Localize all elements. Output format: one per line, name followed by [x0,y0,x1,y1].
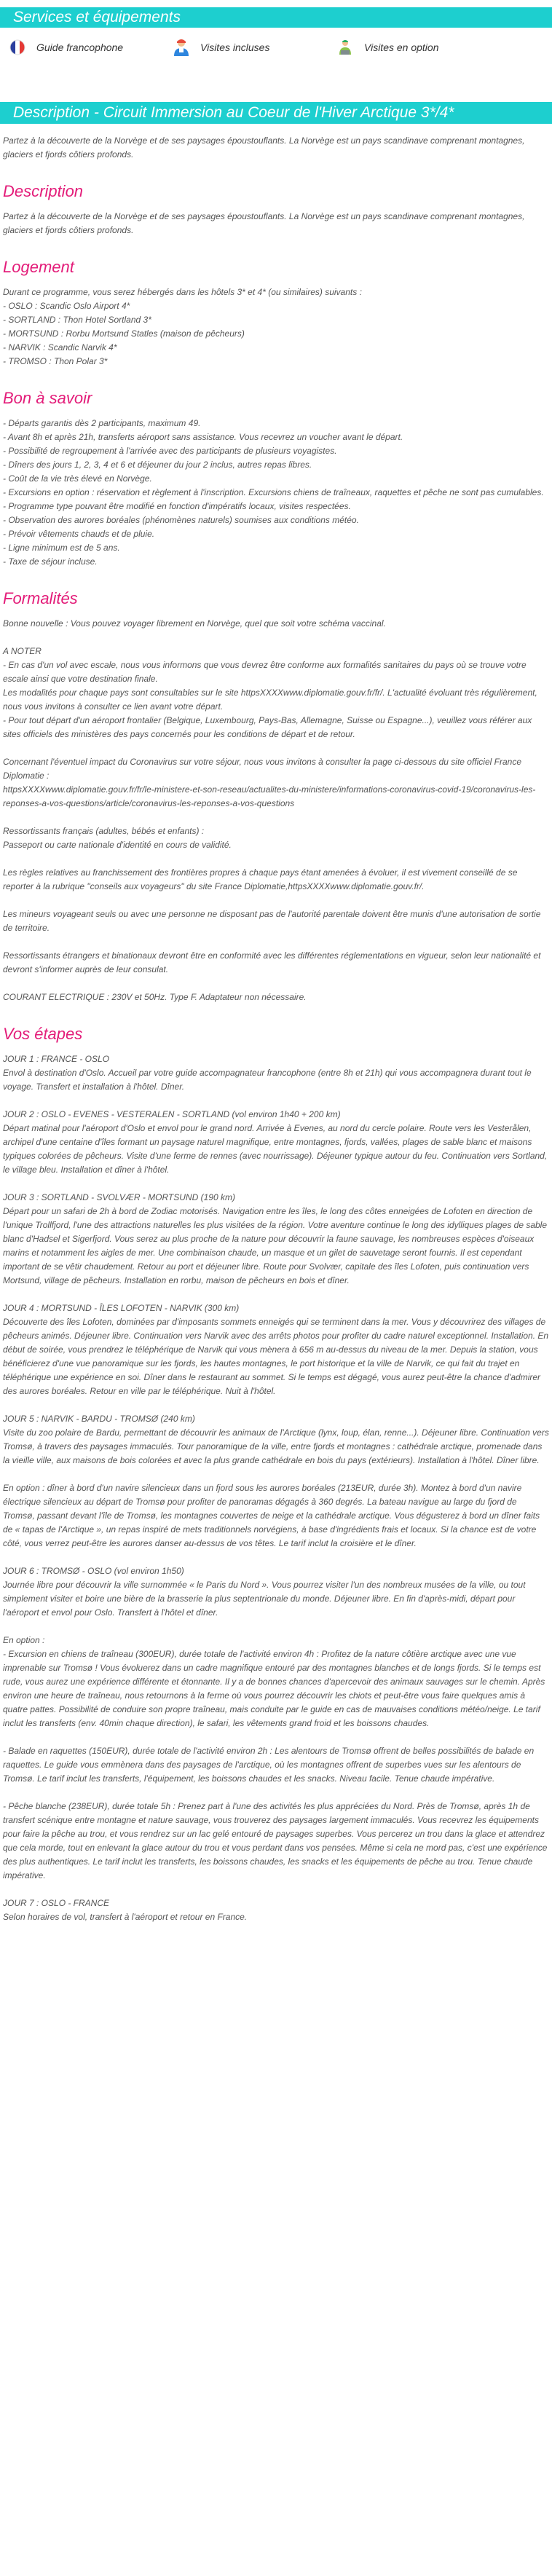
paragraph-gap [3,1551,549,1564]
section-paragraph: httpsXXXXwww.diplomatie.gouv.fr/fr/le-ministere-et-son-reseau/actualites-du-ministere/informations-coronavirus-covid-19/coronavirus-les-reponses-a-vos-questions/article/coronavirus-les-reponses-a-vos-questions [3,784,536,808]
section-paragraph: - OSLO : Scandic Oslo Airport 4* [3,301,130,311]
section-paragraph: - Balade en raquettes (150EUR), durée totale de l'activité environ 2h : Les alentours de Tromsø offrent de belles possibilités de balade en raquettes. Le guide vous emmènera dans des paysages de l'arctique, où les montagnes offrent de superbes vues sur les alentours de Tromsø. Le tarif inclut les transferts, l'équipement, les boissons chaudes et les snacks. Niveau facile. Tenue chaude impérative. [3,1746,535,1784]
section-paragraph: - Pêche blanche (238EUR), durée totale 5h : Prenez part à l'une des activités les plus appréciées du Nord. Près de Tromsø, après 1h de transfert scénique entre montagne et nature sauvage, vous trouverez des paysages largement immaculés. Vous recevrez les équipements pour faire la pêche au trou, et vous rendrez sur un lac gelé entouré de paysages superbes. Vous percerez un trou dans la glace et attendrez que cela morde, tout en enlevant la glace autour du trou et vous perdant dans vos pensées. Même si cela ne mord pas, c'est une expérience des plus authentiques. Le tarif inclut les transferts, les boissons chaudes, les snacks et les équipements de pêche au trou. Tenue chaude impérative. [3,1801,548,1880]
service-label: Guide francophone [36,42,124,53]
section-paragraph: Les mineurs voyageant seuls ou avec une personne ne disposant pas de l'autorité parentale doivent être munis d'une autorisation de sortie de territoire. [3,909,541,933]
section-paragraph: Ressortissants français (adultes, bébés et enfants) : [3,826,205,836]
paragraph-gap [3,1177,549,1191]
section-paragraph: Partez à la découverte de la Norvège et de ses paysages époustouflants. La Norvège est un pays scandinave comprenant montagnes, glaciers et fjords côtiers profonds. [3,211,525,235]
section-paragraph: - MORTSUND : Rorbu Mortsund Statles (maison de pêcheurs) [3,328,245,339]
paragraph-gap [3,1094,549,1108]
section-paragraph: - Pour tout départ d'un aéroport frontalier (Belgique, Luxembourg, Pays-Bas, Allemagne, Suisse ou Espagne...), veuillez vous référer aux sites officiels des ministères des pays concernés pour les conditions de départ et de retour. [3,715,532,739]
intro-text: Partez à la découverte de la Norvège et de ses paysages époustouflants. La Norvège est un pays scandinave comprenant montagnes, glaciers et fjords côtiers profonds. [3,135,525,159]
services-list [0,32,552,63]
services-title-banner: Services et équipements [0,7,552,28]
paragraph-gap [3,977,549,990]
service-item-visits-included [171,37,335,58]
section-paragraph: JOUR 3 : SORTLAND - SVOLVÆR - MORTSUND (190 km) [3,1192,235,1202]
section-paragraph: Journée libre pour découvrir la ville surnommée « le Paris du Nord ». Vous pourrez visiter l'un des nombreux musées de la ville, ou tout simplement visiter et boire une bière de la brasserie la plus septentrionale du monde. Déjeuner libre. En fin d'après-midi, départ pour l'aéroport et envol pour Oslo. Transfert à l'hôtel et dîner. [3,1580,526,1618]
service-item-visits-option [335,37,499,58]
section-paragraph: JOUR 4 : MORTSUND - ÎLES LOFOTEN - NARVIK (300 km) [3,1303,240,1313]
section-title-formalites: Formalités [3,589,78,607]
service-label: Visites incluses [200,42,270,53]
paragraph-gap [3,1468,549,1481]
section-paragraph: - SORTLAND : Thon Hotel Sortland 3* [3,315,151,325]
section-paragraph: - Coût de la vie très élevé en Norvège. [3,473,152,484]
paragraph-gap [3,811,549,824]
french-flag-icon [7,37,28,58]
section-paragraph: JOUR 2 : OSLO - EVENES - VESTERALEN - SORTLAND (vol environ 1h40 + 200 km) [3,1109,341,1119]
section-paragraph: - NARVIK : Scandic Narvik 4* [3,342,117,352]
paragraph-gap [3,894,549,907]
page [0,7,552,1924]
section-paragraph: Durant ce programme, vous serez hébergés dans les hôtels 3* et 4* (ou similaires) suivants : [3,287,362,297]
section-paragraph: Envol à destination d'Oslo. Accueil par votre guide accompagnateur francophone (entre 8h et 21h) qui vous accompagnera durant tout le voyage. Transfert et installation à l'hôtel. Dîner. [3,1068,532,1092]
paragraph-gap [3,1730,549,1744]
section-paragraph: JOUR 5 : NARVIK - BARDU - TROMSØ (240 km) [3,1414,195,1424]
section-paragraph: Passeport ou carte nationale d'identité en cours de validité. [3,840,232,850]
section-paragraph: Bonne nouvelle : Vous pouvez voyager librement en Norvège, quel que soit votre schéma vaccinal. [3,618,386,629]
section-paragraph: JOUR 1 : FRANCE - OSLO [3,1054,110,1064]
section-paragraph: - Observation des aurores boréales (phénomènes naturels) soumises aux conditions météo. [3,515,359,525]
paragraph-gap [3,1398,549,1412]
section-paragraph: - Excursion en chiens de traîneau (300EUR), durée totale de l'activité environ 4h : Profitez de la nature côtière arctique avec une vue imprenable sur Tromsø ! Vous évoluerez dans un cadre magnifique entouré par des montagnes blanches et de longs fjords. Si le temps est rude, vous aurez une expérience différente et étonnante. Il y a de bonnes chances d'apercevoir des animaux sauvages sur le chemin. Après environ une heure de traîneau, nous retournons à la ferme où vous pourrez découvrir les chiots et peut-être vous faire quelques amis à quatre pattes. Possibilité de conduire son propre traîneau, mais conduite par le guide en cas de mauvaises conditions météo/neige. Le tarif inclut les transferts (env. 40min chaque direction), le safari, les vêtements grand froid et les boissons chaudes. [3,1649,545,1728]
description-banner: Description - Circuit Immersion au Coeur de l'Hiver Arctique 3*/4* [0,102,552,124]
section-paragraph: - Possibilité de regroupement à l'arrivée avec des participants de plusieurs voyagistes. [3,446,337,456]
section-paragraph: Les modalités pour chaque pays sont consultables sur le site httpsXXXXwww.diplomatie.gouv.fr/fr/. L'actualité évoluant très régulièrement, nous vous invitons à consulter ce lien avant votre départ. [3,688,537,712]
section-paragraph: - Programme type pouvant être modifié en fonction d'impératifs locaux, visites respectées. [3,501,351,511]
content [0,134,552,1924]
option-visit-icon [335,37,355,58]
section-paragraph: JOUR 7 : OSLO - FRANCE [3,1898,110,1908]
section-paragraph: Ressortissants étrangers et binationaux devront être en conformité avec les différentes réglementations en vigueur, selon leur nationalité et devront s'informer auprès de leur consulat. [3,950,541,974]
section-paragraph: - Départs garantis dès 2 participants, maximum 49. [3,418,201,428]
paragraph-gap [3,935,549,949]
people-icon [171,37,192,58]
section-title-bon-a-savoir: Bon à savoir [3,389,92,407]
service-label: Visites en option [364,42,439,53]
section-paragraph: - Dîners des jours 1, 2, 3, 4 et 6 et déjeuner du jour 2 inclus, autres repas libres. [3,460,312,470]
section-paragraph: - TROMSO : Thon Polar 3* [3,356,108,366]
sections-container [3,182,549,1924]
section-paragraph: - Avant 8h et après 21h, transferts aéroport sans assistance. Vous recevrez un voucher avant le départ. [3,432,403,442]
section-paragraph: - Excursions en option : réservation et règlement à l'inscription. Excursions chiens de traîneaux, raquettes et pêche ne sont pas cumulables. [3,487,544,497]
section-paragraph: - Ligne minimum est de 5 ans. [3,543,120,553]
section-paragraph: COURANT ELECTRIQUE : 230V et 50Hz. Type F. Adaptateur non nécessaire. [3,992,307,1002]
paragraph-gap [3,1883,549,1896]
section-paragraph: Découverte des îles Lofoten, dominées par d'imposants sommets enneigés qui se terminent dans la mer. Vous y découvrirez des villages de pêcheurs animés. Déjeuner libre. Continuation vers Narvik avec des arrêts photos pour profiter du cadre naturel exceptionnel. Installation. En début de soirée, vous prendrez le téléphérique de Narvik qui vous mènera à 656 m au-dessus du niveau de la mer. Depuis la station, vous bénéficierez d'une vue panoramique sur les fjords, les hautes montagnes, le port historique et la ville de Narvik, ce qui fait du trajet en téléphérique une expérience en soi. Dîner dans le restaurant au sommet. Si le temps est dégagé, vous aurez peut-être la chance d'admirer des aurores boréales. Retour en ville par le téléphérique. Nuit à l'hôtel. [3,1317,549,1396]
paragraph-gap [3,741,549,755]
section-paragraph: - Prévoir vêtements chauds et de pluie. [3,529,155,539]
section-paragraph: - Taxe de séjour incluse. [3,556,98,567]
section-paragraph: En option : dîner à bord d'un navire silencieux dans un fjord sous les aurores boréales (213EUR, durée 3h). Montez à bord d'un navire électrique silencieux au départ de Tromsø pour profiter de panoramas dégagés à 360 degrés. La bateau navigue au large du fjord de Tromsø, passant devant l'île de Tromsø, les montagnes couvertes de neige et la cathédrale arctique. Vous dégusterez à bord un dîner faits de « tapas de l'Arctique », un repas inspiré de mets traditionnels norvégiens, à base d'ingrédients frais et locaux. Si la chance est de votre côté, vous verrez peut-être les aurores danser au-dessus de vos têtes. Le tarif inclut la croisière et le dîner. [3,1483,540,1548]
section-paragraph: Départ pour un safari de 2h à bord de Zodiac motorisés. Navigation entre les îles, le long des côtes enneigées de Lofoten en direction de l'unique Trollfjord, l'une des attractions naturelles les plus visitées de la région. Votre aventure continue le long des idylliques plages de sable blanc d'Hadsel et Sigerfjord. Vous serez au plus proche de la nature pour découvrir la faune sauvage, les nombreuses espèces d'oiseaux marins et notamment les aigles de mer. Une combinaison chaude, un masque et un gilet de sauvetage seront fournis. Il est cependant important de se vêtir chaudement. Retour au port et déjeuner libre. Route pour Svolvær, capitale des îles Lofoten, puis continuation vers Mortsund, village de pêcheurs. Installation en rorbu, maison de pêcheurs en bois et dîner. [3,1206,548,1285]
paragraph-gap [3,1786,549,1800]
section-title-description: Description [3,182,84,200]
section-paragraph: En option : [3,1635,45,1645]
service-item-guide [7,37,171,58]
section-paragraph: Départ matinal pour l'aéroport d'Oslo et envol pour le grand nord. Arrivée à Evenes, au nord du cercle polaire. Route vers les Vesterålen, archipel d'une centaine d'îles formant un paysage naturel magnifique, entre montagnes, fjords, vallées, plages de sable blanc et maisons typiques colorées de pêcheurs. Visite d'une ferme de rennes (avec nourrissage). Déjeuner typique autour du feu. Continuation vers Sortland, le village bleu. Installation et dîner à l'hôtel. [3,1123,548,1175]
paragraph-gap [3,1620,549,1634]
section-paragraph: - En cas d'un vol avec escale, nous vous informons que vous devrez être conforme aux formalités sanitaires du pays où se trouve votre escale ainsi que votre destination finale. [3,660,527,684]
section-paragraph: JOUR 6 : TROMSØ - OSLO (vol environ 1h50) [3,1566,184,1576]
section-paragraph: Selon horaires de vol, transfert à l'aéroport et retour en France. [3,1912,248,1922]
paragraph-gap [3,631,549,645]
section-paragraph: Visite du zoo polaire de Bardu, permettant de découvrir les animaux de l'Arctique (lynx, loup, élan, renne...). Déjeuner libre. Continuation vers Tromsø, à travers des paysages immaculés. Tour panoramique de la ville, entre fjords et montagnes : cathédrale arctique, promenade dans la vieille ville, aux maisons de bois colorées et avec la plus grande cathédrale en bois du pays (extérieurs). Installation à l'hôtel. Dîner libre. [3,1427,549,1465]
section-paragraph: Les règles relatives au franchissement des frontières propres à chaque pays étant amenées à évoluer, il est vivement conseillé de se reporter à la rubrique "conseils aux voyageurs" du site France Diplomatie,httpsXXXXwww.diplomatie.gouv.fr/. [3,867,518,891]
section-title-logement: Logement [3,258,74,276]
section-paragraph: A NOTER [3,646,42,656]
paragraph-gap [3,1288,549,1301]
section-paragraph: Concernant l'éventuel impact du Coronavirus sur votre séjour, nous vous invitons à consulter la page ci-dessous du site officiel France Diplomatie : [3,757,521,781]
section-title-vos-etapes: Vos étapes [3,1025,83,1043]
paragraph-gap [3,852,549,866]
